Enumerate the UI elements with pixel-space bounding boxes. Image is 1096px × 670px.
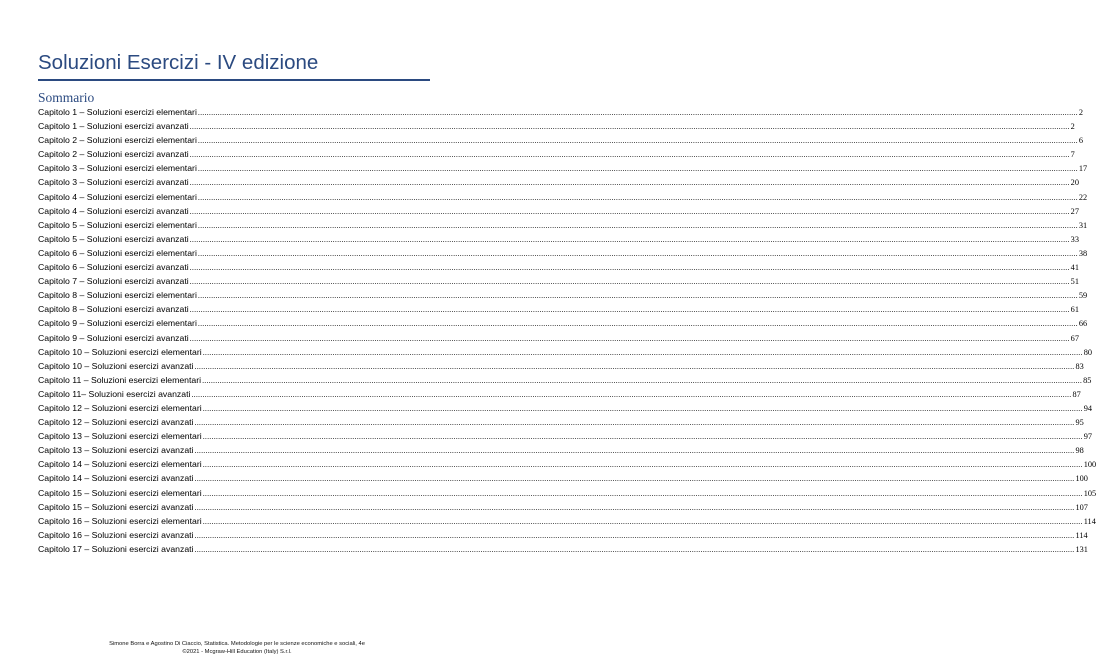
footer-copyright: ©2021 - Mcgraw-Hill Education (Italy) S.r.l. <box>182 649 292 655</box>
toc-dot-leader: ................................................................................................................................................................................................................................................................................................................................................................................................................ <box>194 530 1075 540</box>
page-footer <box>0 640 474 656</box>
toc-entry-page-number: 85 <box>1083 375 1092 385</box>
toc-entry-label: Capitolo 11 – Soluzioni esercizi elementari <box>38 374 202 385</box>
toc-dot-leader: ................................................................................................................................................................................................................................................................................................................................................................................................................ <box>197 164 1078 174</box>
toc-entry[interactable] <box>38 443 1084 457</box>
toc-dot-leader: ................................................................................................................................................................................................................................................................................................................................................................................................................ <box>202 460 1083 470</box>
toc-entry[interactable] <box>38 288 1088 302</box>
toc-entry-label: Capitolo 14 – Soluzioni esercizi elementari <box>38 459 202 470</box>
toc-entry[interactable] <box>38 232 1079 246</box>
toc-dot-leader: ................................................................................................................................................................................................................................................................................................................................................................................................................ <box>202 375 1083 385</box>
toc-entry-page-number: 97 <box>1083 432 1092 442</box>
toc-entry-page-number: 20 <box>1070 178 1079 188</box>
toc-entry-page-number: 61 <box>1070 305 1079 315</box>
toc-entry[interactable] <box>38 119 1075 133</box>
toc-dot-leader: ................................................................................................................................................................................................................................................................................................................................................................................................................ <box>189 150 1070 160</box>
toc-entry[interactable] <box>38 105 1084 119</box>
toc-entry-page-number: 94 <box>1083 403 1092 413</box>
toc-entry-page-number: 100 <box>1083 460 1096 470</box>
toc-entry-label: Capitolo 8 – Soluzioni esercizi avanzati <box>38 304 189 315</box>
toc-dot-leader: ................................................................................................................................................................................................................................................................................................................................................................................................................ <box>197 136 1078 146</box>
toc-entry[interactable] <box>38 528 1088 542</box>
footer-citation: Simone Borra e Agostino Di Ciaccio, Statistica. Metodologie per le scienze economiche e sociali, 4e <box>109 641 365 647</box>
table-of-contents <box>38 105 1096 556</box>
toc-entry-page-number: 6 <box>1078 136 1084 146</box>
toc-entry-page-number: 38 <box>1078 248 1088 258</box>
toc-entry-page-number: 59 <box>1078 291 1088 301</box>
toc-entry-label: Capitolo 7 – Soluzioni esercizi avanzati <box>38 276 189 287</box>
toc-entry-page-number: 7 <box>1070 150 1075 160</box>
toc-entry-page-number: 100 <box>1075 474 1088 484</box>
toc-entry-label: Capitolo 6 – Soluzioni esercizi avanzati <box>38 262 189 273</box>
toc-entry-page-number: 98 <box>1075 446 1084 456</box>
toc-dot-leader: ................................................................................................................................................................................................................................................................................................................................................................................................................ <box>189 263 1070 273</box>
toc-entry[interactable] <box>38 359 1084 373</box>
toc-entry[interactable] <box>38 401 1092 415</box>
toc-entry-label: Capitolo 16 – Soluzioni esercizi avanzati <box>38 529 194 540</box>
toc-entry-page-number: 2 <box>1078 108 1084 117</box>
toc-dot-leader: ................................................................................................................................................................................................................................................................................................................................................................................................................ <box>189 333 1070 343</box>
toc-entry[interactable] <box>38 161 1088 175</box>
toc-dot-leader: ................................................................................................................................................................................................................................................................................................................................................................................................................ <box>189 277 1070 287</box>
toc-entry[interactable] <box>38 175 1079 189</box>
toc-dot-leader: ................................................................................................................................................................................................................................................................................................................................................................................................................ <box>202 516 1083 526</box>
toc-entry[interactable] <box>38 471 1088 485</box>
toc-dot-leader: ................................................................................................................................................................................................................................................................................................................................................................................................................ <box>194 361 1075 371</box>
toc-dot-leader: ................................................................................................................................................................................................................................................................................................................................................................................................................ <box>197 108 1078 117</box>
toc-entry[interactable] <box>38 190 1088 204</box>
toc-entry[interactable] <box>38 542 1088 556</box>
toc-entry-label: Capitolo 3 – Soluzioni esercizi avanzati <box>38 177 189 188</box>
toc-dot-leader: ................................................................................................................................................................................................................................................................................................................................................................................................................ <box>202 347 1083 357</box>
toc-entry-label: Capitolo 11– Soluzioni esercizi avanzati <box>38 388 191 399</box>
toc-entry[interactable] <box>38 260 1079 274</box>
toc-dot-leader: ................................................................................................................................................................................................................................................................................................................................................................................................................ <box>189 206 1070 216</box>
toc-entry-label: Capitolo 4 – Soluzioni esercizi elementari <box>38 191 197 202</box>
toc-heading: Sommario <box>38 90 95 105</box>
toc-entry-page-number: 31 <box>1078 220 1088 230</box>
toc-dot-leader: ................................................................................................................................................................................................................................................................................................................................................................................................................ <box>189 234 1070 244</box>
toc-entry[interactable] <box>38 204 1079 218</box>
toc-entry-label: Capitolo 6 – Soluzioni esercizi elementari <box>38 247 197 258</box>
toc-entry-label: Capitolo 1 – Soluzioni esercizi elementari <box>38 107 197 117</box>
toc-dot-leader: ................................................................................................................................................................................................................................................................................................................................................................................................................ <box>194 502 1075 512</box>
toc-entry-label: Capitolo 13 – Soluzioni esercizi avanzati <box>38 445 194 456</box>
toc-entry-page-number: 95 <box>1075 418 1084 428</box>
toc-dot-leader: ................................................................................................................................................................................................................................................................................................................................................................................................................ <box>197 319 1078 329</box>
toc-entry-page-number: 51 <box>1070 277 1079 287</box>
toc-dot-leader: ................................................................................................................................................................................................................................................................................................................................................................................................................ <box>197 220 1078 230</box>
toc-dot-leader: ................................................................................................................................................................................................................................................................................................................................................................................................................ <box>194 418 1075 428</box>
toc-entry[interactable] <box>38 316 1088 330</box>
toc-entry[interactable] <box>38 345 1092 359</box>
toc-entry[interactable] <box>38 486 1096 500</box>
toc-entry-label: Capitolo 16 – Soluzioni esercizi elementari <box>38 515 202 526</box>
toc-entry-label: Capitolo 8 – Soluzioni esercizi elementari <box>38 290 197 301</box>
toc-dot-leader: ................................................................................................................................................................................................................................................................................................................................................................................................................ <box>202 403 1083 413</box>
toc-entry-label: Capitolo 2 – Soluzioni esercizi avanzati <box>38 149 189 160</box>
toc-entry-page-number: 105 <box>1083 488 1096 498</box>
toc-entry-label: Capitolo 17 – Soluzioni esercizi avanzati <box>38 543 194 554</box>
toc-entry-label: Capitolo 12 – Soluzioni esercizi elementari <box>38 402 202 413</box>
toc-entry-page-number: 67 <box>1070 333 1079 343</box>
toc-entry-page-number: 107 <box>1075 502 1088 512</box>
toc-entry[interactable] <box>38 246 1088 260</box>
toc-entry[interactable] <box>38 500 1088 514</box>
toc-entry-label: Capitolo 15 – Soluzioni esercizi avanzati <box>38 501 194 512</box>
toc-entry[interactable] <box>38 429 1092 443</box>
toc-entry-page-number: 131 <box>1075 544 1088 554</box>
toc-entry-page-number: 2 <box>1070 122 1075 132</box>
toc-entry-label: Capitolo 15 – Soluzioni esercizi elementari <box>38 487 202 498</box>
toc-entry-page-number: 114 <box>1083 516 1096 526</box>
toc-entry-label: Capitolo 13 – Soluzioni esercizi elementari <box>38 431 202 442</box>
toc-dot-leader: ................................................................................................................................................................................................................................................................................................................................................................................................................ <box>197 192 1078 202</box>
toc-entry[interactable] <box>38 274 1079 288</box>
toc-entry-label: Capitolo 2 – Soluzioni esercizi elementari <box>38 135 197 146</box>
toc-entry-page-number: 83 <box>1075 361 1084 371</box>
toc-dot-leader: ................................................................................................................................................................................................................................................................................................................................................................................................................ <box>191 389 1072 399</box>
toc-entry[interactable] <box>38 373 1092 387</box>
toc-entry[interactable] <box>38 514 1096 528</box>
toc-dot-leader: ................................................................................................................................................................................................................................................................................................................................................................................................................ <box>194 474 1075 484</box>
toc-entry[interactable] <box>38 331 1079 345</box>
toc-entry-label: Capitolo 14 – Soluzioni esercizi avanzati <box>38 473 194 484</box>
toc-entry-page-number: 80 <box>1083 347 1092 357</box>
toc-entry-label: Capitolo 5 – Soluzioni esercizi elementari <box>38 219 197 230</box>
toc-entry-page-number: 27 <box>1070 206 1079 216</box>
toc-entry[interactable] <box>38 218 1088 232</box>
toc-entry-page-number: 66 <box>1078 319 1088 329</box>
toc-entry-label: Capitolo 3 – Soluzioni esercizi elementari <box>38 163 197 174</box>
toc-dot-leader: ................................................................................................................................................................................................................................................................................................................................................................................................................ <box>194 544 1075 554</box>
toc-dot-leader: ................................................................................................................................................................................................................................................................................................................................................................................................................ <box>189 305 1070 315</box>
toc-entry-label: Capitolo 4 – Soluzioni esercizi avanzati <box>38 205 189 216</box>
toc-entry-label: Capitolo 10 – Soluzioni esercizi elementari <box>38 346 202 357</box>
toc-entry-page-number: 114 <box>1075 530 1088 540</box>
toc-entry-label: Capitolo 1 – Soluzioni esercizi avanzati <box>38 121 189 132</box>
document-title: Soluzioni Esercizi - IV edizione <box>38 51 319 74</box>
toc-dot-leader: ................................................................................................................................................................................................................................................................................................................................................................................................................ <box>189 178 1070 188</box>
toc-entry-label: Capitolo 9 – Soluzioni esercizi avanzati <box>38 332 189 343</box>
toc-dot-leader: ................................................................................................................................................................................................................................................................................................................................................................................................................ <box>202 432 1083 442</box>
toc-entry[interactable] <box>38 147 1075 161</box>
toc-entry[interactable] <box>38 415 1084 429</box>
toc-entry-label: Capitolo 12 – Soluzioni esercizi avanzati <box>38 417 194 428</box>
toc-entry-label: Capitolo 5 – Soluzioni esercizi avanzati <box>38 233 189 244</box>
toc-entry[interactable] <box>38 457 1096 471</box>
toc-dot-leader: ................................................................................................................................................................................................................................................................................................................................................................................................................ <box>197 248 1078 258</box>
toc-entry[interactable] <box>38 302 1079 316</box>
toc-entry-page-number: 87 <box>1072 389 1081 399</box>
title-underline <box>38 79 430 81</box>
toc-entry-page-number: 17 <box>1078 164 1088 174</box>
toc-entry-page-number: 22 <box>1078 192 1088 202</box>
toc-entry[interactable] <box>38 133 1084 147</box>
toc-dot-leader: ................................................................................................................................................................................................................................................................................................................................................................................................................ <box>202 488 1083 498</box>
toc-entry-page-number: 41 <box>1070 263 1079 273</box>
toc-entry-label: Capitolo 9 – Soluzioni esercizi elementari <box>38 318 197 329</box>
toc-dot-leader: ................................................................................................................................................................................................................................................................................................................................................................................................................ <box>194 446 1075 456</box>
toc-entry-page-number: 33 <box>1070 234 1079 244</box>
toc-entry[interactable] <box>38 387 1081 401</box>
toc-entry-label: Capitolo 10 – Soluzioni esercizi avanzati <box>38 360 194 371</box>
toc-dot-leader: ................................................................................................................................................................................................................................................................................................................................................................................................................ <box>189 122 1070 132</box>
toc-dot-leader: ................................................................................................................................................................................................................................................................................................................................................................................................................ <box>197 291 1078 301</box>
